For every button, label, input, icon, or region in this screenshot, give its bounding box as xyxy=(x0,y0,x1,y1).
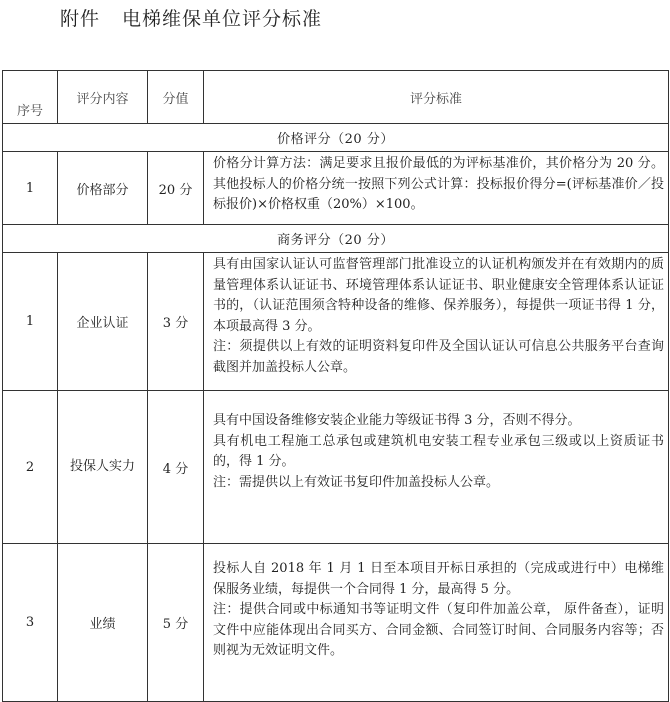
header-item: 评分内容 xyxy=(58,71,148,124)
title-text: 电梯维保单位评分标准 xyxy=(122,8,323,30)
row-score: 4 分 xyxy=(148,391,204,544)
row-criteria xyxy=(204,253,669,391)
row-score: 3 分 xyxy=(148,253,204,391)
section-row-price xyxy=(3,124,669,152)
row-no: 1 xyxy=(3,253,58,391)
row-item: 价格部分 xyxy=(58,152,148,225)
criteria-line: 具有由国家认证认可监督管理部门批准设立的认证机构颁发并在有效期内的质量管理体系认证证书、环境管理体系认证证书、职业健康安全管理体系认证证书的，（认证范围须含特种设备的维修、保养服务），每提供一项证书得 1 分，本项最高得 3 分。 xyxy=(213,257,664,334)
header-no: 序号 xyxy=(3,71,58,124)
row-item: 业绩 xyxy=(58,544,148,702)
table-header-row xyxy=(3,71,669,124)
table-row xyxy=(3,253,669,391)
table-row xyxy=(3,544,669,702)
criteria-line: 具有机电工程施工总承包或建筑机电安装工程专业承包三级或以上资质证书的，得 1 分。 xyxy=(213,433,664,469)
scoring-table xyxy=(2,70,669,702)
row-no: 2 xyxy=(3,391,58,544)
criteria-line: 价格分计算方法：满足要求且报价最低的为评标基准价，其价格分为 20 分。其他投标人的价格分统一按照下列公式计算：投标报价得分=(评标基准价／投标报价)×价格权重（20%）×100。 xyxy=(213,156,664,212)
section-heading: 价格评分（20 分） xyxy=(3,124,669,152)
row-criteria xyxy=(204,544,669,702)
criteria-note: 注：提供合同或中标通知书等证明文件（复印件加盖公章， 原件备查），证明文件中应能体现出合同买方、合同金额、合同签订时间、合同服务内容等；否则视为无效证明文件。 xyxy=(213,602,664,658)
row-no: 3 xyxy=(3,544,58,702)
row-score: 5 分 xyxy=(148,544,204,702)
row-score: 20 分 xyxy=(148,152,204,225)
document-title xyxy=(60,4,322,31)
criteria-line: 具有中国设备维修安装企业能力等级证书得 3 分，否则不得分。 xyxy=(213,413,581,428)
criteria-note: 注：须提供以上有效的证明资料复印件及全国认证认可信息公共服务平台查询截图并加盖投标人公章。 xyxy=(213,339,664,375)
title-prefix: 附件 xyxy=(60,8,101,30)
criteria-line: 投标人自 2018 年 1 月 1 日至本项目开标日承担的（完成或进行中）电梯维保服务业绩，每提供一个合同得 1 分，最高得 5 分。 xyxy=(213,561,664,597)
table-row xyxy=(3,152,669,225)
row-item: 投保人实力 xyxy=(58,391,148,544)
row-criteria xyxy=(204,152,669,225)
header-score: 分值 xyxy=(148,71,204,124)
row-item: 企业认证 xyxy=(58,253,148,391)
criteria-note: 注：需提供以上有效证书复印件加盖投标人公章。 xyxy=(213,474,500,490)
table-row xyxy=(3,391,669,544)
row-criteria xyxy=(204,391,669,544)
header-criteria: 评分标准 xyxy=(204,71,669,124)
section-heading: 商务评分（20 分） xyxy=(3,225,669,253)
section-row-business xyxy=(3,225,669,253)
row-no: 1 xyxy=(3,152,58,225)
